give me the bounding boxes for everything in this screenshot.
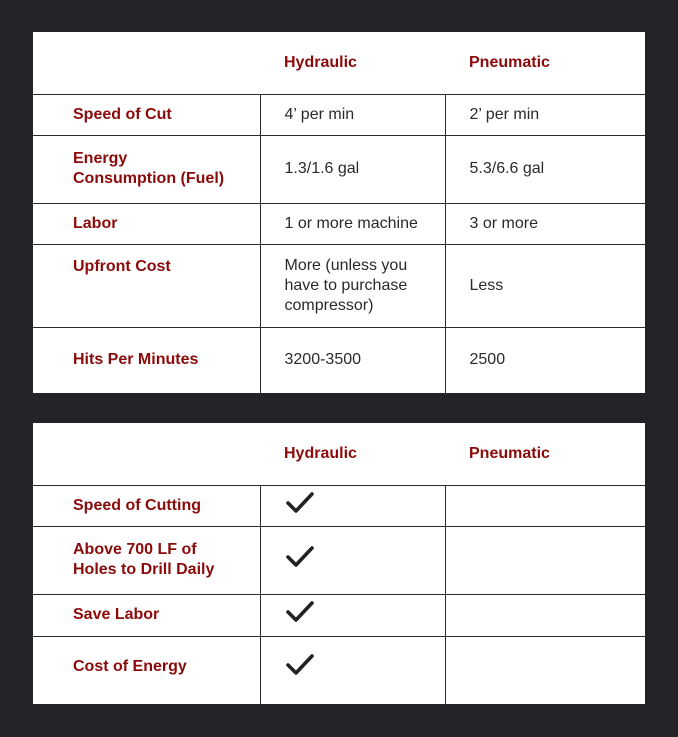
hydraulic-check-cell bbox=[260, 526, 445, 594]
pneumatic-value: 5.3/6.6 gal bbox=[445, 135, 645, 203]
table-row bbox=[33, 135, 645, 203]
row-label-speed-of-cut: Speed of Cut bbox=[33, 94, 260, 135]
pneumatic-value: 3 or more bbox=[445, 203, 645, 244]
table-row bbox=[33, 485, 645, 526]
header-hydraulic: Hydraulic bbox=[284, 444, 357, 462]
hydraulic-value: 1 or more machine bbox=[260, 203, 445, 244]
row-label-save-labor: Save Labor bbox=[33, 594, 260, 636]
table-header-row bbox=[33, 32, 645, 94]
header-empty-cell bbox=[33, 423, 260, 485]
table-header-row bbox=[33, 423, 645, 485]
row-label-cost-of-energy: Cost of Energy bbox=[33, 636, 260, 704]
row-label-speed-of-cutting: Speed of Cutting bbox=[33, 485, 260, 526]
hydraulic-value: 1.3/1.6 gal bbox=[260, 135, 445, 203]
hydraulic-value: 4’ per min bbox=[260, 94, 445, 135]
checkmark-icon bbox=[285, 653, 315, 677]
pneumatic-check-cell bbox=[445, 526, 645, 594]
row-label-hits-per-minutes: Hits Per Minutes bbox=[33, 327, 260, 393]
pneumatic-check-cell bbox=[445, 594, 645, 636]
table-row bbox=[33, 594, 645, 636]
table-row bbox=[33, 94, 645, 135]
row-label-labor: Labor bbox=[33, 203, 260, 244]
pneumatic-value: 2500 bbox=[445, 327, 645, 393]
comparison-table-benefits bbox=[33, 423, 645, 704]
header-hydraulic: Hydraulic bbox=[284, 53, 357, 71]
checkmark-icon bbox=[285, 600, 315, 624]
hydraulic-check-cell bbox=[260, 485, 445, 526]
row-label-energy-consumption bbox=[33, 135, 260, 203]
row-label-energy-line2: Consumption (Fuel) bbox=[73, 170, 225, 187]
pneumatic-check-cell bbox=[445, 485, 645, 526]
table-row bbox=[33, 327, 645, 393]
pneumatic-value: 2’ per min bbox=[445, 94, 645, 135]
table-row bbox=[33, 203, 645, 244]
table-row bbox=[33, 244, 645, 327]
header-empty-cell bbox=[33, 32, 260, 94]
pneumatic-value: Less bbox=[445, 244, 645, 327]
hydraulic-value: 3200-3500 bbox=[260, 327, 445, 393]
checkmark-icon bbox=[285, 545, 315, 569]
table-row bbox=[33, 636, 645, 704]
pneumatic-check-cell bbox=[445, 636, 645, 704]
row-label-energy-line1: Energy bbox=[73, 150, 128, 167]
checkmark-icon bbox=[285, 491, 315, 515]
header-pneumatic: Pneumatic bbox=[469, 53, 550, 71]
hydraulic-value: More (unless you have to purchase compressor) bbox=[260, 244, 445, 327]
comparison-table-specs bbox=[33, 32, 645, 393]
header-pneumatic: Pneumatic bbox=[469, 444, 550, 462]
hydraulic-check-cell bbox=[260, 594, 445, 636]
row-label-above-700-lf: Above 700 LF of Holes to Drill Daily bbox=[33, 526, 260, 594]
table-row bbox=[33, 526, 645, 594]
hydraulic-check-cell bbox=[260, 636, 445, 704]
row-label-upfront-cost: Upfront Cost bbox=[33, 244, 260, 327]
